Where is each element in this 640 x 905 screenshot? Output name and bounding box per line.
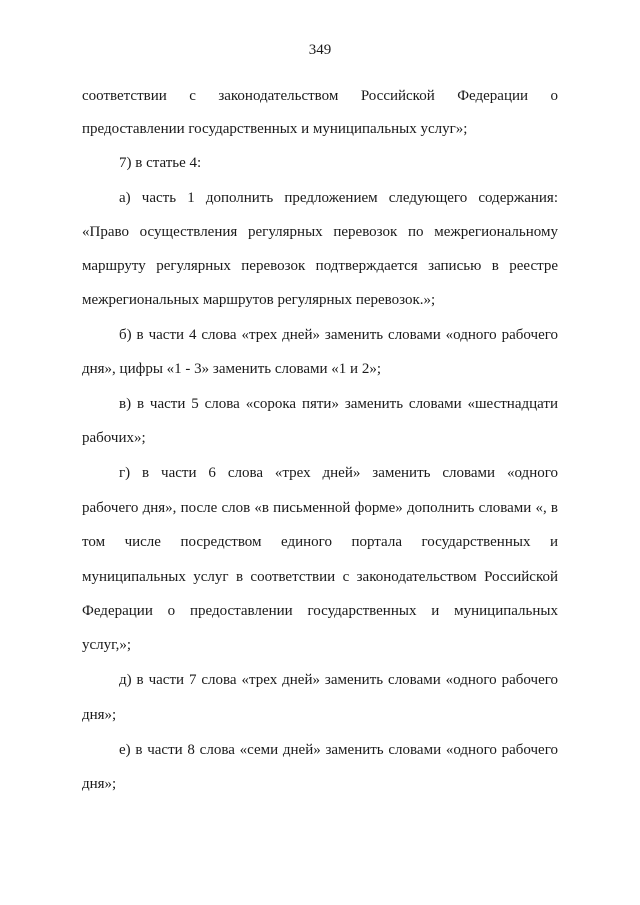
paragraph-line: Федерации о предоставлении государственных и муниципальных (82, 603, 558, 619)
paragraph-line: муниципальных услуг в соответствии с законодательством Российской (82, 569, 558, 585)
paragraph-line: дня»; (82, 776, 117, 792)
paragraph-line: том числе посредством единого портала государственных и (82, 534, 558, 550)
paragraph-line: услуг,»; (82, 637, 132, 653)
paragraph-line: в) в части 5 слова «сорока пяти» заменить словами «шестнадцати (119, 396, 558, 412)
paragraph-line: дня», цифры «1 - 3» заменить словами «1 и 2»; (82, 361, 381, 377)
paragraph-line: 7) в статье 4: (119, 155, 202, 171)
paragraph-line: предоставлении государственных и муниципальных услуг»; (82, 121, 468, 137)
paragraph-line: рабочего дня», после слов «в письменной форме» дополнить словами «, в (82, 500, 558, 516)
paragraph-line: межрегиональных маршрутов регулярных перевозок.»; (82, 292, 436, 308)
paragraph-line: маршруту регулярных перевозок подтверждается записью в реестре (82, 258, 558, 274)
paragraph-line: дня»; (82, 707, 117, 723)
paragraph-line: соответствии с законодательством Российской Федерации о (82, 88, 558, 104)
page-number: 349 (308, 42, 332, 58)
paragraph-line: д) в части 7 слова «трех дней» заменить словами «одного рабочего (119, 672, 558, 688)
paragraph-line: г) в части 6 слова «трех дней» заменить словами «одного (119, 465, 558, 481)
paragraph-line: а) часть 1 дополнить предложением следующего содержания: (119, 190, 558, 206)
paragraph-line: е) в части 8 слова «семи дней» заменить словами «одного рабочего (119, 742, 558, 758)
paragraph-line: «Право осуществления регулярных перевозок по межрегиональному (82, 224, 558, 240)
paragraph-line: рабочих»; (82, 430, 146, 446)
paragraph-line: б) в части 4 слова «трех дней» заменить словами «одного рабочего (119, 327, 558, 343)
